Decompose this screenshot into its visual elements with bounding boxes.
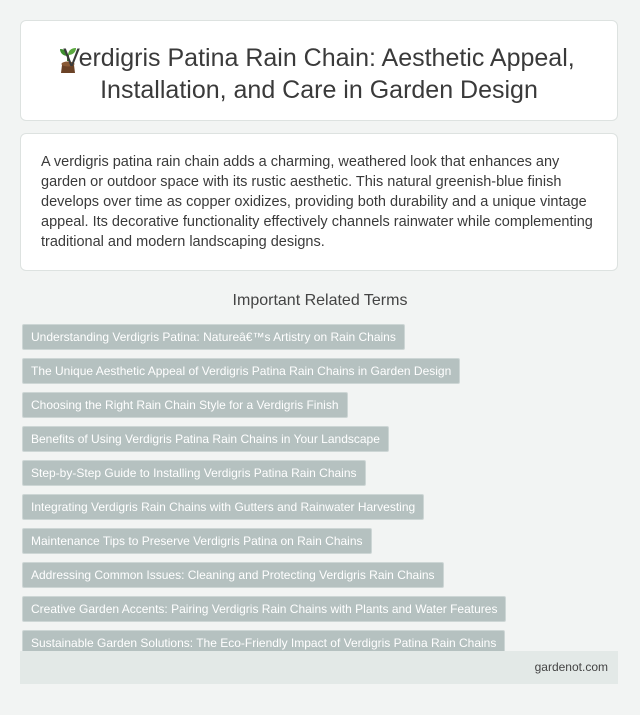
related-terms-list — [22, 324, 622, 664]
related-term-tag[interactable]: Addressing Common Issues: Cleaning and Protecting Verdigris Rain Chains — [22, 562, 444, 588]
page-title-line-2: Installation, and Care in Garden Design — [100, 76, 538, 104]
related-term-tag[interactable]: Integrating Verdigris Rain Chains with Gutters and Rainwater Harvesting — [22, 494, 424, 520]
related-terms-heading: Important Related Terms — [232, 292, 408, 309]
related-term-tag[interactable]: Step-by-Step Guide to Installing Verdigris Patina Rain Chains — [22, 460, 366, 486]
footer — [20, 651, 618, 684]
intro-text: A verdigris patina rain chain adds a charming, weathered look that enhances any garden or outdoor space with its rustic aesthetic. This natural greenish-blue finish develops over time as copper oxidizes, providing both durability and a unique vintage appeal. Its decorative functionality effectively channels rainwater while complementing traditional and modern landscaping designs. — [41, 154, 593, 250]
related-term-tag[interactable]: Maintenance Tips to Preserve Verdigris Patina on Rain Chains — [22, 528, 372, 554]
related-term-tag[interactable]: Understanding Verdigris Patina: Natureâ€™s Artistry on Rain Chains — [22, 324, 405, 350]
related-term-tag[interactable]: Benefits of Using Verdigris Patina Rain Chains in Your Landscape — [22, 426, 389, 452]
header-card — [20, 20, 618, 121]
related-term-tag[interactable]: Choosing the Right Rain Chain Style for a Verdigris Finish — [22, 392, 348, 418]
related-term-tag[interactable]: Creative Garden Accents: Pairing Verdigris Rain Chains with Plants and Water Features — [22, 596, 506, 622]
related-term-tag[interactable]: The Unique Aesthetic Appeal of Verdigris Patina Rain Chains in Garden Design — [22, 358, 460, 384]
page-title — [21, 42, 617, 106]
footer-site-link[interactable]: gardenot.com — [534, 660, 608, 674]
intro-card — [20, 133, 618, 271]
related-term-tag[interactable]: Sustainable Garden Solutions: The Eco-Friendly Impact of Verdigris Patina Rain Chains — [22, 630, 505, 656]
page-title-line-1: Verdigris Patina Rain Chain: Aesthetic Appeal, — [63, 44, 575, 72]
